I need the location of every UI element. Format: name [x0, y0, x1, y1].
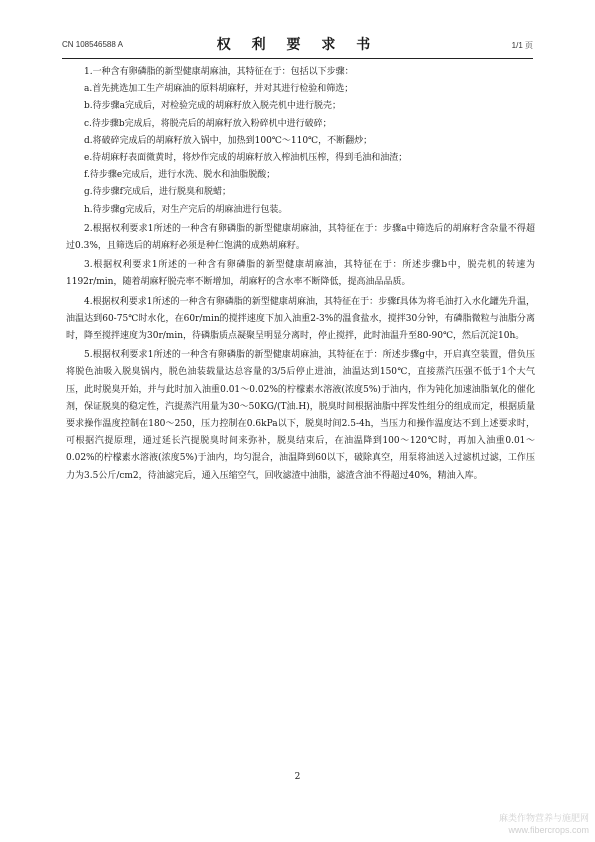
page-header [62, 34, 533, 54]
claim-4: 4.根据权利要求1所述的一种含有卵磷脂的新型健康胡麻油，其特征在于：步骤f具体为将毛油打入水化罐先升温，油温达到60-75℃时水化，在60r/min的搅拌速度下加入油重2-3%的温食盐水，搅拌30分钟，有磷脂微粒与油脂分离时，降至搅拌速度为30r/min，待磷脂质点凝聚呈明显分离时，停止搅拌，此时油温升至80-90℃，然后沉淀10h。 [66, 296, 535, 342]
claim-2: 2.根据权利要求1所述的一种含有卵磷脂的新型健康胡麻油，其特征在于：步骤a中筛选后的胡麻籽含杂量不得超过0.3%，且筛选后的胡麻籽必须是种仁饱满的成熟胡麻籽。 [66, 223, 535, 252]
claim-1-step-a: a.首先挑选加工生产胡麻油的原料胡麻籽，并对其进行检验和筛选； [84, 84, 354, 95]
claim-1-step-g: g.待步骤f完成后，进行脱臭和脱蜡； [84, 187, 231, 198]
claim-3: 3.根据权利要求1所述的一种含有卵磷脂的新型健康胡麻油，其特征在于：所述步骤b中，脱壳机的转速为1192r/min，随着胡麻籽脱壳率不断增加，胡麻籽的含水率不断降低，提高油品品质。 [66, 260, 535, 288]
claim-1-step-b: b.待步骤a完成后，对检验完成的胡麻籽放入脱壳机中进行脱壳； [84, 101, 341, 112]
claim-1-step-h: h.待步骤g完成后，对生产完后的胡麻油进行包装。 [84, 204, 288, 215]
header-divider [62, 58, 533, 59]
claim-1-step-f: f.待步骤e完成后，进行水洗、脱水和油脂脱酸； [84, 170, 276, 181]
page-info: 1/1 页 [511, 41, 533, 50]
watermark-site-name: 麻类作物营养与施肥网 [498, 813, 589, 823]
claim-1-intro: 1.一种含有卵磷脂的新型健康胡麻油，其特征在于：包括以下步骤： [84, 67, 354, 77]
page-number: 2 [294, 772, 301, 782]
claim-1-step-c: c.待步骤b完成后，将脱壳后的胡麻籽放入粉碎机中进行破碎； [84, 118, 332, 129]
claim-5: 5.根据权利要求1所述的一种含有卵磷脂的新型健康胡麻油，其特征在于：所述步骤g中，开启真空装置，借负压将脱色油吸入脱臭锅内，脱色油装载量达总容量的3/5后停止进油，油温达到150℃，直接蒸汽压强不低于1个大气压，此时脱臭开始，并与此时加入油重0.01～0.02%的柠檬素水溶液(浓度5%)于油内，作为钝化加速油脂氧化的催化剂，保证脱臭的稳定性，汽提蒸汽用量为30～50KG/(T油.H)，脱臭时间根据油脂中挥发性组分的组成而定，根据质量要求操作温度控制在180～250，压力控制在0.6kPa以下，脱臭时间2.5-4h，当压力和操作温度达不到上述要求时，可根据汽提原理，通过延长汽提脱臭时间来弥补，脱臭结束后，在油温降到100～120℃时，再加入油重0.01～0.02%的柠檬素水溶液(浓度5%)于油内，均匀混合，油温降到60以下，破除真空，用泵将油送入过滤机过滤，工作压力为3.5公斤/cm2，待油滤完后，通入压缩空气，回收滤渣中油脂，滤渣含油不得超过40%，精油入库。 [66, 350, 535, 481]
claim-1-step-d: d.将破碎完成后的胡麻籽放入锅中，加热到100℃～110℃，不断翻炒； [84, 135, 373, 146]
watermark [499, 812, 589, 836]
claim-1-step-e: e.待胡麻籽表面微黄时，将炒作完成的胡麻籽放入榨油机压榨，得到毛油和油渣； [84, 153, 408, 164]
claims-body [66, 64, 535, 485]
document-title: 权 利 要 求 书 [216, 37, 379, 53]
patent-number: CN 108546588 A [62, 40, 123, 49]
watermark-url: www.fibercrops.com [508, 825, 589, 835]
